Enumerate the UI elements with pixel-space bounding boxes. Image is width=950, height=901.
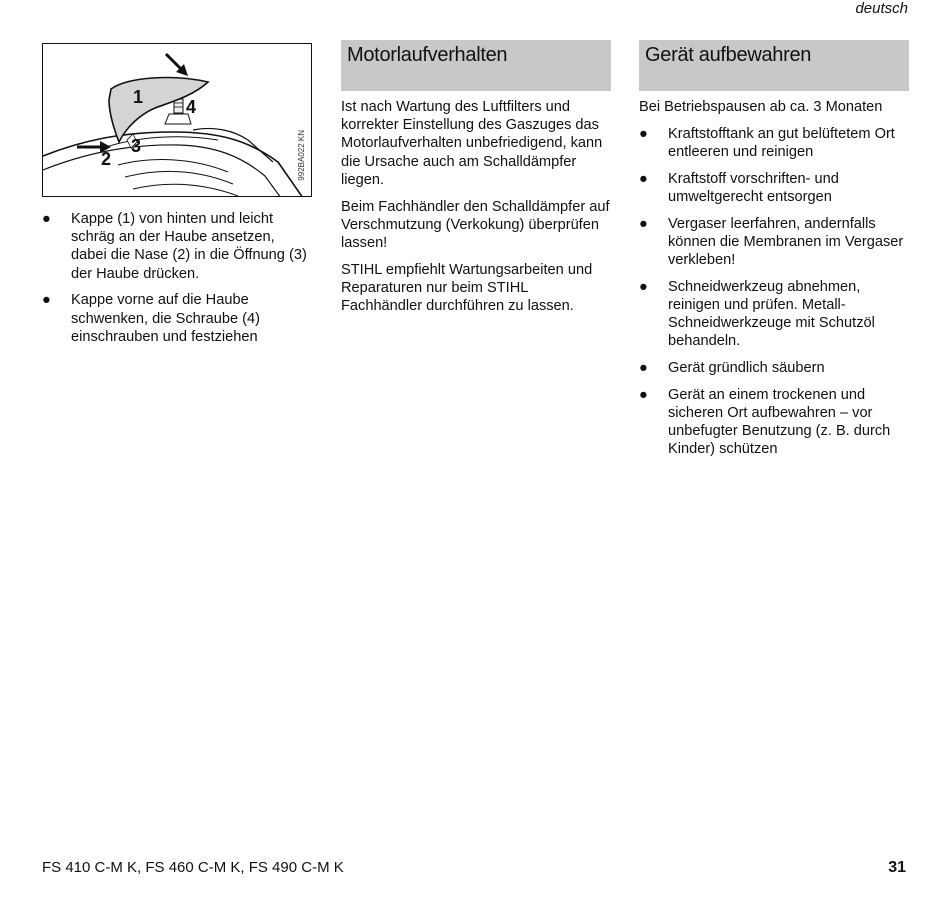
list-item: ● Gerät gründlich säubern [639,359,825,376]
section-heading: Motorlaufverhalten [341,40,611,91]
cap-mounting-figure: 1 2 3 4 992BA022 KN [42,43,312,197]
intro-text: Bei Betriebspausen ab ca. 3 Monaten [639,99,883,115]
column-mounting [42,40,314,354]
bullet-icon: ● [639,386,648,403]
mounting-steps [42,210,314,346]
column-storage [639,40,909,467]
page-number: 31 [888,859,906,876]
cap-illustration [43,44,312,197]
bullet-icon: ● [639,125,648,142]
list-item: ● Kappe (1) von hinten und leicht schräg an der Haube ansetzen, dabei die Nase (2) in die Öffnung (3) der Haube drücken. [42,211,307,282]
language-label: deutsch [855,0,908,17]
bullet-icon: ● [42,292,51,309]
callout-4: 4 [186,97,197,117]
list-item: ● Schneidwerkzeug abnehmen, reinigen und prüfen. Metall-Schneidwerkzeuge mit Schutzöl behandeln. [639,278,875,350]
list-item: ● Gerät an einem trockenen und sicheren Ort aufbewahren – vor unbefugter Benutzung (z. B. durch Kinder) schützen [639,386,891,458]
paragraph: Ist nach Wartung des Luftfilters und korrekter Einstellung des Gaszuges das Motorlaufverhalten unbefriedigend, kann die Ursache auch am Schalldämpfer liegen. [341,99,603,188]
section-heading: Gerät aufbewahren [639,40,909,91]
footer-models: FS 410 C-M K, FS 460 C-M K, FS 490 C-M K [42,859,344,876]
paragraph: STIHL empfiehlt Wartungsarbeiten und Reparaturen nur beim STIHL Fachhändler durchführen zu lassen. [341,261,593,315]
list-item: ● Vergaser leerfahren, andernfalls können die Membranen im Vergaser verkleben! [639,215,904,268]
bullet-icon: ● [639,170,648,187]
bullet-icon: ● [639,278,648,295]
storage-steps [639,125,909,459]
list-item: ● Kraftstoff vorschriften- und umweltgerecht entsorgen [639,170,839,205]
bullet-icon: ● [639,359,648,376]
bullet-icon: ● [639,215,648,232]
list-item: ● Kraftstofftank an gut belüftetem Ort entleeren und reinigen [639,125,895,160]
list-item: ● Kappe vorne auf die Haube schwenken, die Schraube (4) einschrauben und festziehen [42,292,261,345]
paragraph: Beim Fachhändler den Schalldämpfer auf Verschmutzung (Verkokung) überprüfen lassen! [341,198,610,251]
callout-3: 3 [131,136,142,156]
column-engine-behaviour [341,40,611,324]
callout-2: 2 [101,149,112,169]
bullet-icon: ● [42,211,51,227]
callout-1: 1 [133,87,144,107]
